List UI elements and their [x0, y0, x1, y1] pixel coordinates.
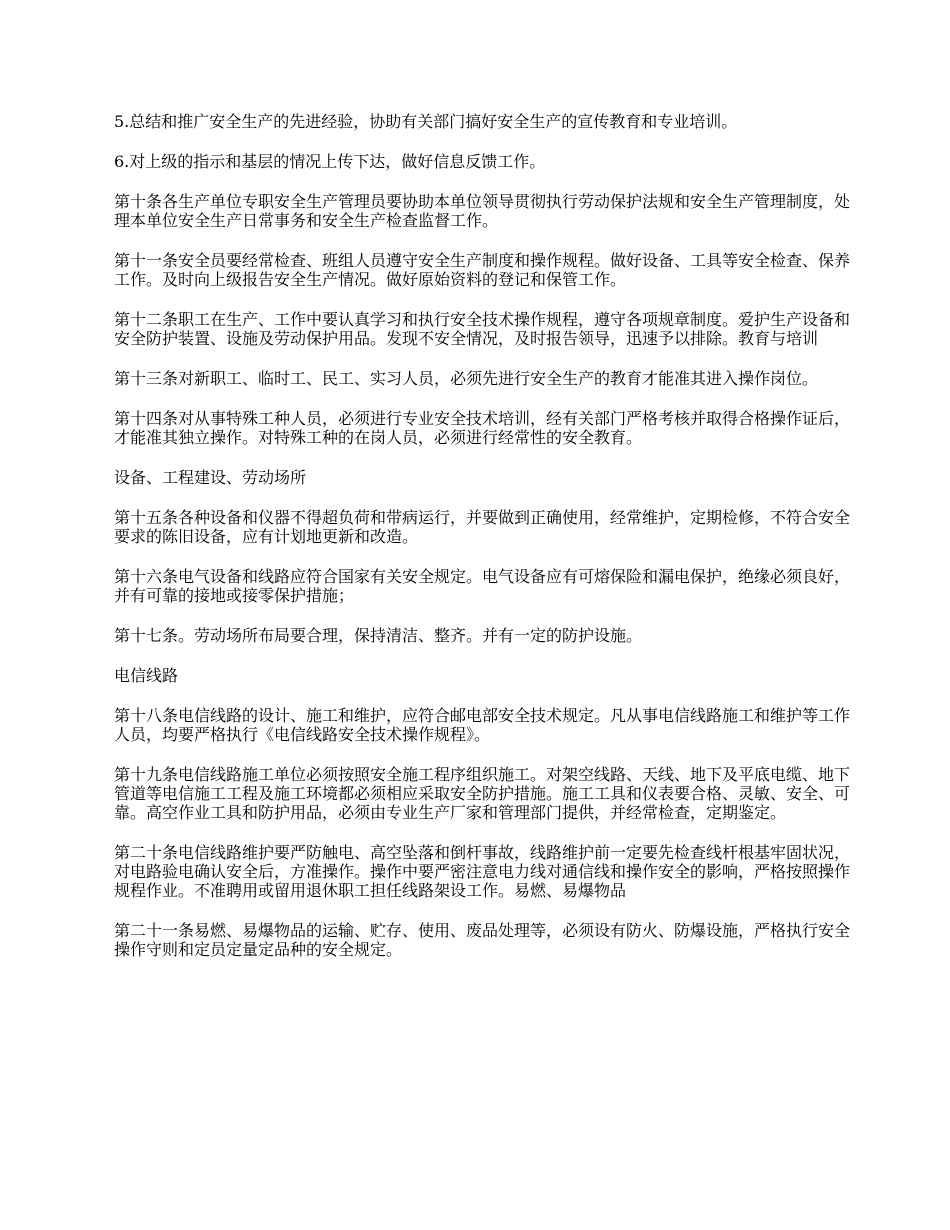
section-heading-telecom-lines: 电信线路 — [114, 666, 179, 685]
paragraph-10: 第十六条电气设备和线路应符合国家有关安全规定。电气设备应有可熔保险和漏电保护，绝缘必须良好，并有可靠的接地或接零保护措施； — [114, 567, 851, 605]
paragraph-3: 第十条各生产单位专职安全生产管理员要协助本单位领导贯彻执行劳动保护法规和安全生产管理制度，处理本单位安全生产日常事务和安全生产检查监督工作。 — [114, 192, 851, 230]
paragraph-7: 第十四条对从事特殊工种人员，必须进行专业安全技术培训，经有关部门严格考核并取得合格操作证后，才能准其独立操作。对特殊工种的在岗人员，必须进行经常性的安全教育。 — [114, 409, 851, 447]
paragraph-13: 第十八条电信线路的设计、施工和维护，应符合邮电部安全技术规定。凡从事电信线路施工和维护等工作人员，均要严格执行《电信线路安全技术操作规程》。 — [114, 706, 851, 744]
paragraph-15: 第二十条电信线路维护要严防触电、高空坠落和倒杆事故，线路维护前一定要先检查线杆根基牢固状况，对电路验电确认安全后，方准操作。操作中要严密注意电力线对通信线和操作安全的影响，严格按照操作规程作业。不准聘用或留用退休职工担任线路架设工作。易燃、易爆物品 — [114, 843, 851, 900]
paragraph-11: 第十七条。劳动场所布局要合理，保持清洁、整齐。并有一定的防护设施。 — [114, 626, 643, 645]
paragraph-1: 5.总结和推广安全生产的先进经验，协助有关部门搞好安全生产的宣传教育和专业培训。 — [114, 112, 738, 131]
paragraph-4: 第十一条安全员要经常检查、班组人员遵守安全生产制度和操作规程。做好设备、工具等安全检查、保养工作。及时向上级报告安全生产情况。做好原始资料的登记和保管工作。 — [114, 251, 851, 289]
paragraph-6: 第十三条对新职工、临时工、民工、实习人员，必须先进行安全生产的教育才能准其进入操作岗位。 — [114, 369, 819, 388]
paragraph-9: 第十五条各种设备和仪器不得超负荷和带病运行，并要做到正确使用，经常维护，定期检修，不符合安全要求的陈旧设备，应有计划地更新和改造。 — [114, 508, 851, 546]
section-heading-equipment: 设备、工程建设、劳动场所 — [114, 468, 307, 487]
paragraph-14: 第十九条电信线路施工单位必须按照安全施工程序组织施工。对架空线路、天线、地下及平底电缆、地下管道等电信施工工程及施工环境都必须相应采取安全防护措施。施工工具和仪表要合格、灵敏、安全、可靠。高空作业工具和防护用品，必须由专业生产厂家和管理部门提供，并经常检查，定期鉴定。 — [114, 765, 851, 822]
paragraph-16: 第二十一条易燃、易爆物品的运输、贮存、使用、废品处理等，必须设有防火、防爆设施，严格执行安全操作守则和定员定量定品种的安全规定。 — [114, 921, 851, 959]
paragraph-5: 第十二条职工在生产、工作中要认真学习和执行安全技术操作规程，遵守各项规章制度。爱护生产设备和安全防护装置、设施及劳动保护用品。发现不安全情况，及时报告领导，迅速予以排除。教育与培训 — [114, 310, 851, 348]
paragraph-2: 6.对上级的指示和基层的情况上传下达，做好信息反馈工作。 — [114, 152, 546, 171]
